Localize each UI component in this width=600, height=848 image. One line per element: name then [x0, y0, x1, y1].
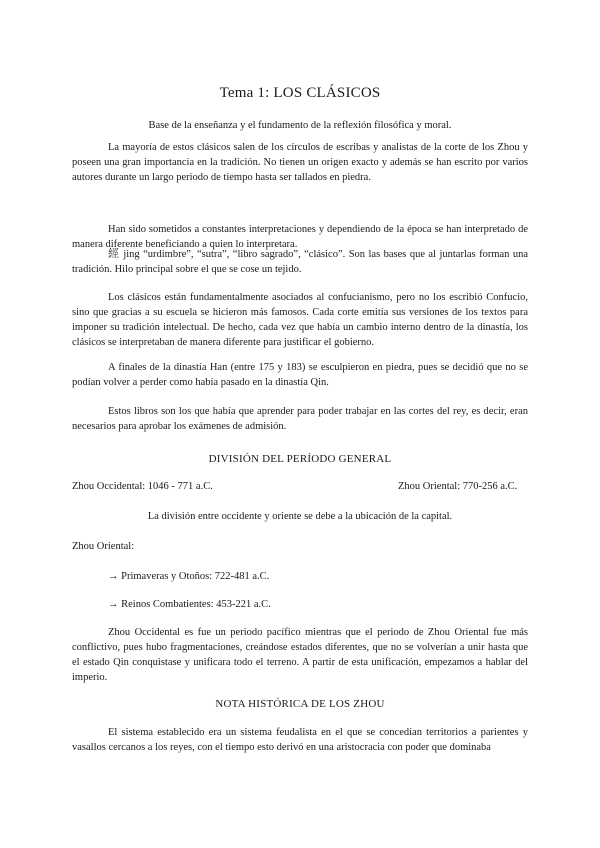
zhou-occidental-dates: Zhou Occidental: 1046 - 771 a.C. — [72, 481, 213, 492]
list-item-period-2 — [108, 599, 271, 610]
paragraph-3-text: jing “urdimbre”, “sutra”, “libro sagrado”, “clásico”. Son las bases que al juntarlas forman una tradición. Hilo principal sobre el que se cose un tejido. — [72, 249, 529, 275]
paragraph-1: La mayoría de estos clásicos salen de los círculos de escribas y analistas de la corte de los Zhou y poseen una gran importancia en la tradición. No tienen un origen exacto y además se han escrito por varios autores durante un largo periodo de tiempo hasta ser tallados en piedra. — [72, 142, 528, 183]
section-heading-division: DIVISIÓN DEL PERÍODO GENERAL — [208, 453, 392, 465]
paragraph-7: Zhou Occidental es fue un periodo pacífico mientras que el periodo de Zhou Oriental fue más conflictivo, pues hubo fragmentaciones, creándose estados diferentes, que no se volverían a unir hasta que el estado Qin conquistase y unificara todo el terreno. A partir de esta unificación, empezamos a hablar del imperio. — [72, 627, 528, 683]
document-title: Tema 1: LOS CLÁSICOS — [219, 85, 381, 101]
zhou-oriental-label: Zhou Oriental: — [72, 541, 135, 552]
paragraph-6: Estos libros son los que había que aprender para poder trabajar en las cortes del rey, es decir, eran necesarios para aprobar los exámenes de admisión. — [72, 406, 528, 432]
paragraph-8: El sistema establecido era un sistema feudalista en el que se concedían territorios a parientes y vasallos cercanos a los reyes, con el tiempo esto derivó en una aristocracia con poder que dominaba — [72, 727, 528, 753]
paragraph-2: Han sido sometidos a constantes interpretaciones y dependiendo de la época se han interpretado de manera diferente beneficiando a quien lo interpretara. — [72, 224, 528, 250]
division-note: La división entre occidente y oriente se debe a la ubicación de la capital. — [147, 511, 453, 522]
paragraph-3 — [72, 246, 528, 277]
arrow-right-icon: → — [108, 571, 119, 582]
document-subtitle: Base de la enseñanza y el fundamento de la reflexión filosófica y moral. — [148, 120, 452, 131]
arrow-right-icon: → — [108, 599, 119, 610]
paragraph-4: Los clásicos están fundamentalmente asociados al confucianismo, pero no los escribió Confucio, sino que gracias a su escuela se hicieron más famosos. Cada corte emitía sus versiones de los textos para imponer su tradición intelectual. De hecho, cada vez que había un cambio interno dentro de la dinastía, los clásicos se interpretaban de manera diferente para justificar el gobierno. — [72, 292, 528, 348]
zhou-oriental-dates: Zhou Oriental: 770-256 a.C. — [398, 481, 518, 492]
section-heading-nota: NOTA HISTÓRICA DE LOS ZHOU — [215, 698, 385, 710]
period-2-text: Reinos Combatientes: 453-221 a.C. — [121, 599, 271, 610]
period-1-text: Primaveras y Otoños: 722-481 a.C. — [121, 571, 270, 582]
list-item-period-1 — [108, 571, 269, 582]
jing-glyph: 經 — [108, 247, 120, 260]
paragraph-5: A finales de la dinastía Han (entre 175 y 183) se esculpieron en piedra, pues se decidió que no se podían volver a perder como había pasado en la dinastía Qin. — [72, 362, 528, 388]
